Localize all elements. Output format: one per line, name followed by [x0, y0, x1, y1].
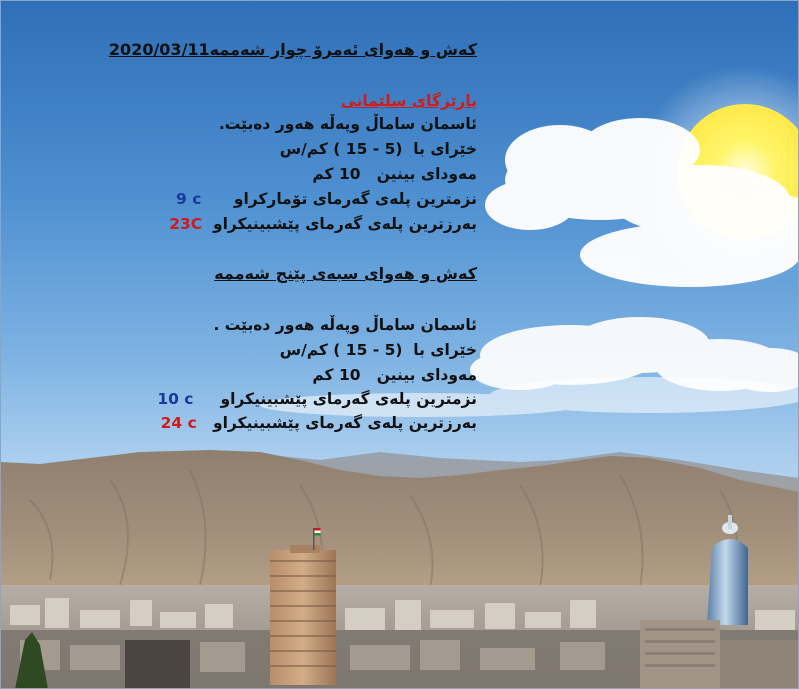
today-visibility-value: 10 کم: [312, 165, 361, 183]
tomorrow-wind-label: خێرای با: [413, 341, 477, 359]
today-max-label: بەرزترین پلەی گەرمای پێشبینیکراو: [212, 215, 477, 233]
today-heading: [103, 40, 477, 59]
today-min-temp: [176, 190, 477, 208]
tomorrow-min-label: نزمترین پلەی گەرمای پێشبینیکراو: [220, 390, 477, 408]
today-date: 2020/03/11: [108, 40, 210, 59]
tomorrow-visibility-value: 10 کم: [312, 366, 361, 384]
tomorrow-min-temp: [157, 390, 477, 408]
today-min-label: نزمترین پلەی گەرمای تۆمارکراو: [233, 190, 477, 208]
today-visibility-label: مەودای بینین: [376, 165, 477, 183]
station-name: پارێزگای سلێمانی: [340, 92, 477, 110]
tomorrow-max-value: 24 c: [160, 414, 197, 432]
today-wind-label: خێرای با: [413, 140, 477, 158]
tomorrow-wind: [280, 341, 477, 359]
tomorrow-max-temp: [161, 414, 477, 432]
today-heading-label: کەش و هەوای ئەمرۆ چوار شەممە: [209, 40, 477, 59]
today-min-value: 9 c: [176, 190, 202, 208]
today-max-value: 23C: [169, 215, 203, 233]
today-sky: ئاسمان ساماڵ وپەڵە هەور دەبێت.: [218, 115, 477, 133]
today-visibility: [312, 165, 477, 183]
tomorrow-sky: ئاسمان ساماڵ وپەڵە هەور دەبێت .: [213, 316, 477, 334]
tomorrow-visibility-label: مەودای بینین: [376, 366, 477, 384]
tomorrow-min-value: 10 c: [157, 390, 194, 408]
tomorrow-visibility: [312, 366, 477, 384]
today-wind-value: (5 - 15 ) کم/س: [279, 140, 403, 158]
today-wind: [280, 140, 477, 158]
tall-tower: [270, 545, 336, 685]
tomorrow-wind-value: (5 - 15 ) کم/س: [279, 341, 403, 359]
tomorrow-heading: کەش و هەوای سبەی پێنج شەممە: [214, 264, 477, 283]
tomorrow-max-label: بەرزترین پلەی گەرمای پێشبینیکراو: [212, 414, 477, 432]
today-max-temp: [169, 215, 477, 233]
